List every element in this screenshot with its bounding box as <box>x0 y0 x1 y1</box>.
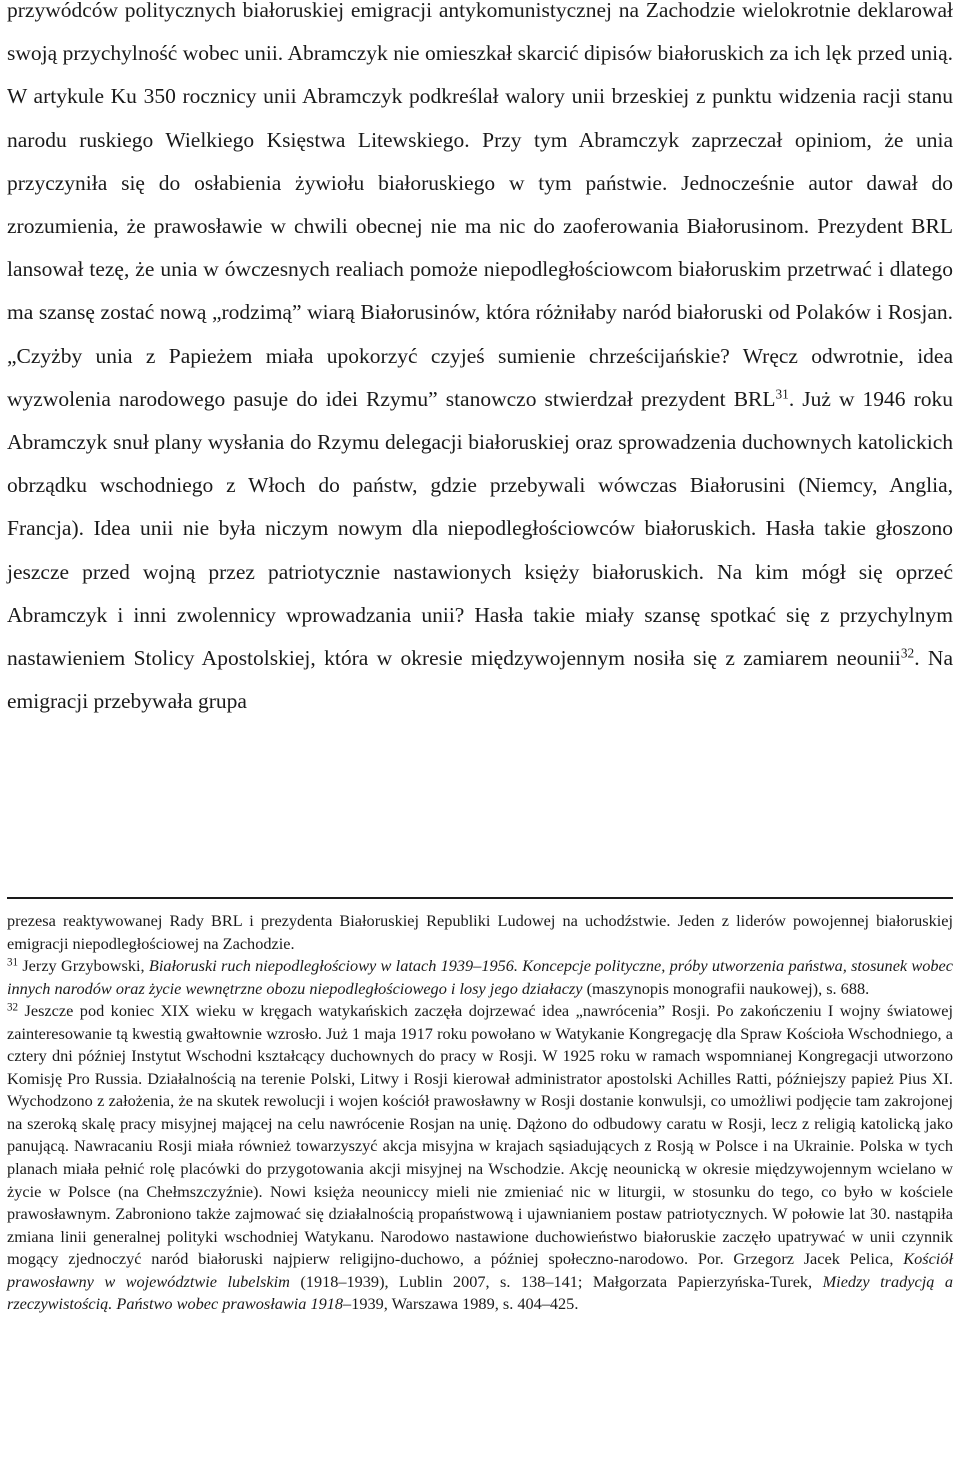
footnote-continued: prezesa reaktywowanej Rady BRL i prezydenta Białoruskiej Republiki Ludowej na uchodźstwie. Jeden z liderów powojennej białoruskiej emigracji niepodległościowej na Zachodzie. <box>7 911 953 953</box>
main-paragraph <box>7 0 953 723</box>
main-text-part-1: przywódców politycznych białoruskiej emigracji antykomunistycznej na Zachodzie wielokrotnie deklarował swoją przychylność wobec unii. Abramczyk nie omieszkał skarcić dipisów białoruskich za ich lęk przed unią. W artykule Ku 350 rocznicy unii Abramczyk podkreślał walory unii brzeskiej z punktu widzenia racji stanu narodu ruskiego Wielkiego Księstwa Litewskiego. Przy tym Abramczyk zaprzeczał opiniom, że unia przyczyniła się do osłabienia żywiołu białoruskiego w tym państwie. Jednocześnie autor dawał do zrozumienia, że prawosławie w chwili obecnej nie ma nic do zaoferowania Białorusinom. Prezydent BRL lansował tezę, że unia w ówczesnych realiach pomoże niepodległościowcom białoruskim przetrwać i dlatego ma szansę zostać nową „rodzimą” wiarą Białorusinów, która różniłaby naród białoruski od Polaków i Rosjan. „Czyżby unia z Papieżem miała upokorzyć czyjeś sumienie chrześcijańskie? Wręcz odwrotnie, idea wyzwolenia narodowego pasuje do idei Rzymu” stanowczo stwierdzał prezydent BRL <box>7 0 953 411</box>
footnote-32-mid: (1918–1939), Lublin 2007, s. 138–141; Małgorzata Papierzyńska-Turek, <box>289 1271 823 1291</box>
footnote-31-number: 31 <box>7 956 19 969</box>
footnote-31-rest: (maszynopis monografii naukowej), s. 688. <box>582 978 870 998</box>
footnote-ref-31[interactable]: 31 <box>775 386 789 402</box>
page <box>7 0 953 734</box>
footnote-32-text: Jeszcze pod koniec XIX wieku w kręgach watykańskich zaczęła dojrzewać idea „nawrócenia” Rosji. Po zakończeniu I wojny światowej zainteresowanie tą kwestią gwałtownie wzrosło. Już 1 maja 1917 roku powołano w Watykanie Kongregację dla Spraw Kościoła Wschodniego, a cztery dni później Instytut Wschodni kształcący duchownych do pracy w Rosji. W 1925 roku w ramach wspomnianej Kongregacji utworzono Komisję Pro Russia. Działalnością na terenie Polski, Litwy i Rosji kierował administrator apostolski Achilles Ratti, późniejszy papież Pius XI. Wychodzono z założenia, że na skutek rewolucji i wojen kościół prawosławny w Rosji dostanie konwulsji, co umożliwi podjęcie tam zakrojonej na szeroką skalę pracy misyjnej mającej na celu nawrócenie Rosjan na unię. Dążono do odbudowy caratu w Rosji, lecz z religią katolicką jako panującą. Nawracaniu Rosji miała również towarzyszyć akcja misyjna w krajach sąsiadujących z Rosją w Polsce i na Ukrainie. Polska w tych planach miała pełnić rolę placówki do przygotowania akcji misyjnej na Wschodzie. Akcję neounicką w okresie międzywojennym wcielano w życie w Polsce (na Chełmszczyźnie). Nowi księża neouniccy mieli nie zmieniać nic w liturgii, w stosunku do tego, co było w kościele prawosławnym. Zabroniono także zajmować się działalnością propaństwową i ujawnianiem postaw patriotycznych. W połowie lat 30. nastąpiła zmiana linii generalnej polityki wschodniej Watykanu. Narodowo nastawione duchowieństwo białoruskie zaczęło upatrywać w unii czynnik mogący zjednoczyć naród białoruski najpierw religijno-duchowo, a później społeczno-narodowo. Por. Grzegorz Jacek Pelica, <box>7 1001 953 1269</box>
footnote-32-number: 32 <box>7 1001 19 1014</box>
main-text-part-3: . Na emigracji przebywała grupa <box>7 646 953 714</box>
footnote-32-title-1: Kościół prawosławny w województwie lubelskim <box>7 1249 953 1291</box>
footnote-31-author: Jerzy Grzybowski, <box>18 956 149 976</box>
footnotes <box>7 910 953 1316</box>
footnote-32-title-2: Miedzy tradycją a rzeczywistością. Państwo wobec prawosławia 1918 <box>7 1271 953 1314</box>
footnote-separator <box>7 897 953 899</box>
footnote-32-end: –1939, Warszawa 1989, s. 404–425. <box>343 1294 579 1314</box>
footnote-31 <box>7 955 953 1000</box>
main-text-part-2: . Już w 1946 roku Abramczyk snuł plany wysłania do Rzymu delegacji białoruskiej oraz sprowadzenia duchownych katolickich obrządku wschodniego z Włoch do państw, gdzie przebywali wówczas Białorusini (Niemcy, Anglia, Francja). Idea unii nie była niczym nowym dla niepodległościowców białoruskich. Hasła takie głoszono jeszcze przed wojną przez patriotycznie nastawionych księży białoruskich. Na kim mógł się oprzeć Abramczyk i inni zwolennicy wprowadzania unii? Hasła takie miały szansę spotkać się z przychylnym nastawieniem Stolicy Apostolskiej, która w okresie międzywojennym nosiła się z zamiarem neounii <box>7 386 953 671</box>
footnote-31-title: Białoruski ruch niepodległościowy w latach 1939–1956. Koncepcje polityczne, próby utworzenia państwa, stosunek wobec innych narodów oraz życie wewnętrzne obozu niepodległościowego i losy jego działaczy <box>7 956 954 998</box>
footnote-ref-32[interactable]: 32 <box>900 645 915 661</box>
footnote-32 <box>7 1000 953 1316</box>
